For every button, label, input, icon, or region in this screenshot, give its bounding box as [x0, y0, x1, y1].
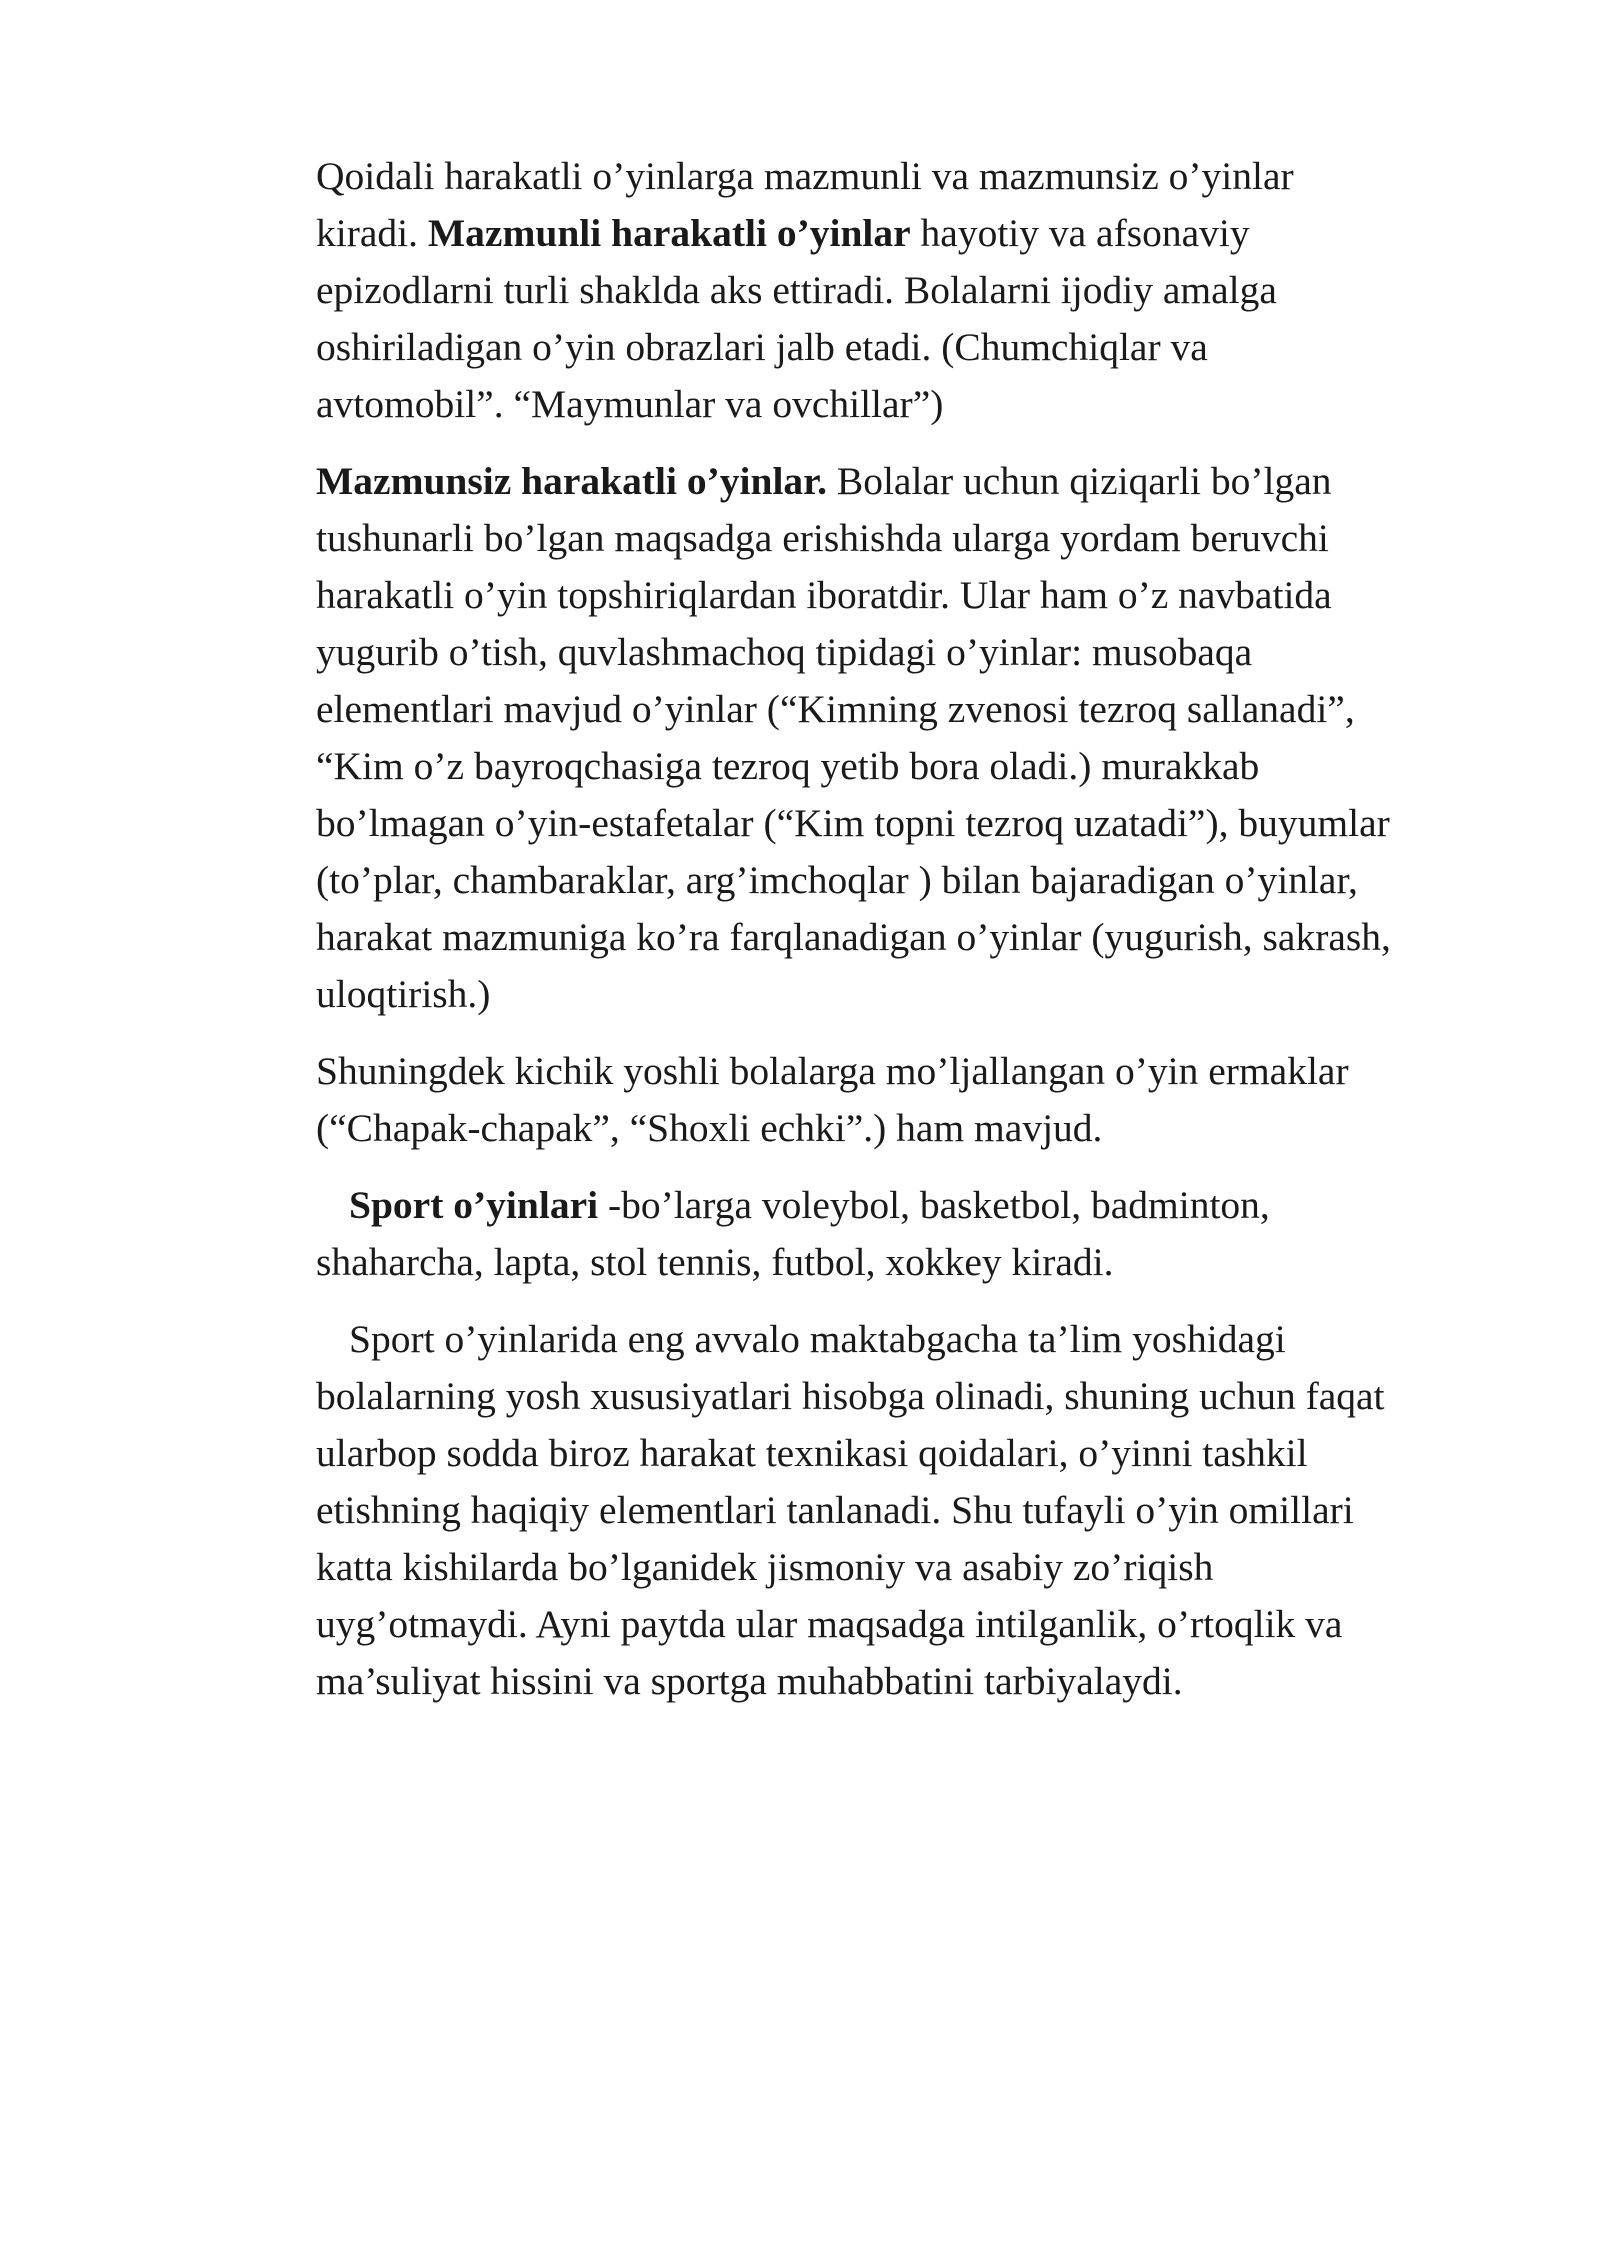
text-run: katta kishilarda bo’lganidek jismoniy va asabiy zo’riqish: [316, 1545, 1214, 1589]
text-line: [316, 852, 1496, 909]
text-line: [316, 1234, 1496, 1291]
text-line: [316, 319, 1496, 376]
text-run: oshiriladigan o’yin obrazlari jalb etadi. (Chumchiqlar va: [316, 325, 1208, 369]
text-run: Shuningdek kichik yoshli bolalarga mo’ljallangan o’yin ermaklar: [316, 1049, 1349, 1093]
text-run: -bo’larga voleybol, basketbol, badminton,: [598, 1183, 1270, 1227]
text-line: [316, 262, 1496, 319]
text-line: [316, 1043, 1496, 1100]
text-line: [316, 1425, 1496, 1482]
paragraph: [316, 1177, 1496, 1291]
text-run: bo’lmagan o’yin-estafetalar (“Kim topni tezroq uzatadi”), buyumlar: [316, 801, 1390, 845]
text-run: kiradi.: [316, 211, 428, 255]
text-run: yugurib o’tish, quvlashmachoq tipidagi o’yinlar: musobaqa: [316, 630, 1253, 674]
text-run: epizodlarni turli shaklda aks ettiradi. Bolalarni ijodiy amalga: [316, 268, 1277, 312]
text-line: [316, 966, 1496, 1023]
text-line: [316, 681, 1496, 738]
text-line: [316, 510, 1496, 567]
text-run: hayotiy va afsonaviy: [910, 211, 1250, 255]
text-run: bolalarning yosh xususiyatlari hisobga olinadi, shuning uchun faqat: [316, 1374, 1385, 1418]
bold-term: Sport o’yinlari: [349, 1183, 599, 1227]
text-run: Qoidali harakatli o’yinlarga mazmunli va mazmunsiz o’yinlar: [316, 154, 1294, 198]
text-line: [316, 376, 1496, 433]
text-run: avtomobil”. “Maymunlar va ovchillar”): [316, 382, 944, 426]
text-run: Bolalar uchun qiziqarli bo’lgan: [826, 459, 1332, 503]
text-line: [316, 567, 1496, 624]
text-run: ularbop sodda biroz harakat texnikasi qoidalari, o’yinni tashkil: [316, 1431, 1308, 1475]
text-run: “Kim o’z bayroqchasiga tezroq yetib bora oladi.) murakkab: [316, 744, 1260, 788]
text-run: (to’plar, chambaraklar, arg’imchoqlar ) bilan bajaradigan o’yinlar,: [316, 858, 1358, 902]
document-body: [316, 148, 1496, 1730]
text-line: [316, 909, 1496, 966]
text-run: harakatli o’yin topshiriqlardan iboratdir. Ular ham o’z navbatida: [316, 573, 1332, 617]
paragraph: [316, 1043, 1496, 1157]
text-run: ma’suliyat hissini va sportga muhabbatini tarbiyalaydi.: [316, 1659, 1183, 1703]
text-run: elementlari mavjud o’yinlar (“Kimning zvenosi tezroq sallanadi”,: [316, 687, 1355, 731]
text-run: uyg’otmaydi. Ayni paytda ular maqsadga intilganlik, o’rtoqlik va: [316, 1602, 1343, 1646]
text-line: [316, 1482, 1496, 1539]
text-run: tushunarli bo’lgan maqsadga erishishda ularga yordam beruvchi: [316, 516, 1329, 560]
text-line: [316, 624, 1496, 681]
text-line: [316, 1100, 1496, 1157]
text-line: [316, 1368, 1496, 1425]
text-line: [316, 148, 1496, 205]
text-line: [316, 1539, 1496, 1596]
text-line: [316, 205, 1496, 262]
bold-term: Mazmunsiz harakatli o’yinlar.: [316, 459, 827, 503]
text-line: [316, 453, 1496, 510]
text-run: (“Chapak-chapak”, “Shoxli echki”.) ham mavjud.: [316, 1106, 1103, 1150]
text-line: [316, 1596, 1496, 1653]
text-line: [316, 795, 1496, 852]
paragraph: [316, 148, 1496, 433]
text-run: etishning haqiqiy elementlari tanlanadi. Shu tufayli o’yin omillari: [316, 1488, 1354, 1532]
text-run: uloqtirish.): [316, 972, 491, 1016]
text-line: [316, 738, 1496, 795]
text-run: shaharcha, lapta, stol tennis, futbol, xokkey kiradi.: [316, 1240, 1114, 1284]
text-line: [316, 1653, 1496, 1710]
text-line: [316, 1177, 1496, 1234]
text-line: [316, 1311, 1496, 1368]
paragraph: [316, 1311, 1496, 1710]
paragraph: [316, 453, 1496, 1023]
bold-term: Mazmunli harakatli o’yinlar: [427, 211, 911, 255]
text-run: Sport o’yinlarida eng avvalo maktabgacha ta’lim yoshidagi: [349, 1317, 1286, 1361]
text-run: harakat mazmuniga ko’ra farqlanadigan o’yinlar (yugurish, sakrash,: [316, 915, 1391, 959]
